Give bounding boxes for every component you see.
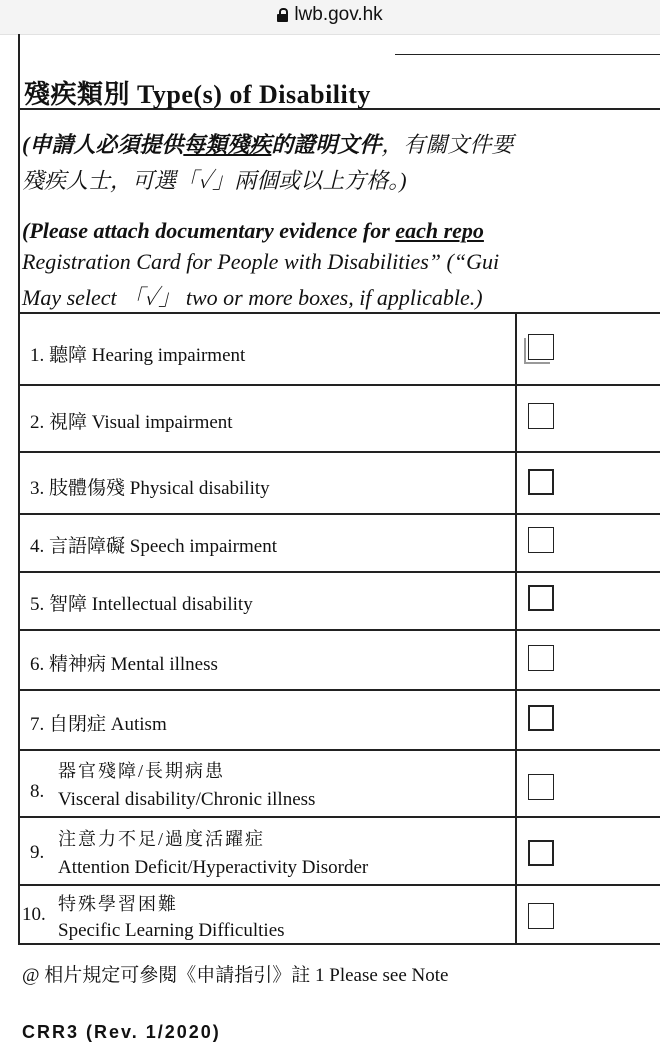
disability-item-label: 3. 肢體傷殘 Physical disability — [30, 478, 270, 499]
browser-address-bar[interactable] — [0, 0, 660, 35]
chinese-note-continued: ，有關文件要 — [381, 132, 514, 157]
row-divider — [18, 884, 660, 886]
disability-item-label: 1. 聽障 Hearing impairment — [30, 345, 246, 366]
item-chinese-label: 特殊學習困難 — [58, 894, 178, 914]
autism-checkbox[interactable] — [528, 705, 554, 731]
row-divider — [18, 749, 660, 751]
speech-impairment-checkbox[interactable] — [528, 527, 554, 553]
item-number: 9. — [30, 842, 45, 863]
table-top-line — [18, 312, 660, 314]
physical-disability-checkbox[interactable] — [528, 469, 554, 495]
item-english-label: Specific Learning Difficulties — [58, 920, 285, 941]
intellectual-disability-checkbox[interactable] — [528, 585, 554, 611]
form-top-line — [395, 54, 660, 55]
checkbox-column-divider — [515, 312, 517, 944]
disability-item-label: 5. 智障 Intellectual disability — [30, 594, 253, 615]
url-display[interactable] — [0, 4, 660, 26]
english-note-bold: (Please attach documentary evidence for — [22, 218, 396, 243]
hearing-impairment-checkbox[interactable] — [528, 334, 554, 360]
row-divider — [18, 451, 660, 453]
disability-item-label: 6. 精神病 Mental illness — [30, 654, 218, 675]
english-note-line-1 — [22, 218, 484, 244]
disability-item-label: 4. 言語障礙 Speech impairment — [30, 536, 277, 557]
row-divider — [18, 571, 660, 573]
row-divider — [18, 689, 660, 691]
mental-illness-checkbox[interactable] — [528, 645, 554, 671]
english-note-line-3: May select 「✓」 two or more boxes, if applicable.) — [22, 285, 483, 310]
item-english-label: Visceral disability/Chronic illness — [58, 789, 316, 810]
visceral-disability-checkbox[interactable] — [528, 774, 554, 800]
section-title: 殘疾類別 Type(s) of Disability — [24, 80, 371, 109]
disability-item-label: 2. 視障 Visual impairment — [30, 412, 233, 433]
adhd-checkbox[interactable] — [528, 840, 554, 866]
table-bottom-line — [18, 943, 660, 945]
row-divider — [18, 816, 660, 818]
disability-item-label: 7. 自閉症 Autism — [30, 714, 167, 735]
item-chinese-label: 注意力不足/過度活躍症 — [58, 829, 265, 849]
chinese-note-bold-2: 的證明文件 — [271, 132, 382, 157]
lock-icon — [277, 8, 288, 21]
item-english-label: Attention Deficit/Hyperactivity Disorder — [58, 857, 369, 878]
disability-form — [0, 34, 660, 1042]
item-chinese-label: 器官殘障/長期病患 — [58, 761, 226, 781]
visual-impairment-checkbox[interactable] — [528, 403, 554, 429]
english-note-underlined: each repo — [395, 218, 484, 243]
english-note-line-2: Registration Card for People with Disabilities” (“Gui — [22, 249, 500, 274]
item-number: 8. — [30, 781, 45, 802]
chinese-note-line-2: 殘疾人士，可選「✓」兩個或以上方格。) — [22, 168, 407, 193]
photo-requirement-note: @ 相片規定可參閱《申請指引》註 1 Please see Note — [22, 965, 449, 986]
url-text: lwb.gov.hk — [294, 4, 383, 25]
form-code: CRR3 (Rev. 1/2020) — [22, 1022, 221, 1042]
row-divider — [18, 629, 660, 631]
row-divider — [18, 513, 660, 515]
chinese-note-bold: (申請人必須提供 — [22, 132, 184, 157]
row-divider — [18, 384, 660, 386]
chinese-note-line-1 — [22, 128, 513, 159]
chinese-note-underlined: 每類殘疾 — [183, 132, 272, 157]
item-number: 10. — [22, 904, 46, 925]
specific-learning-difficulties-checkbox[interactable] — [528, 903, 554, 929]
form-left-border — [18, 34, 20, 944]
